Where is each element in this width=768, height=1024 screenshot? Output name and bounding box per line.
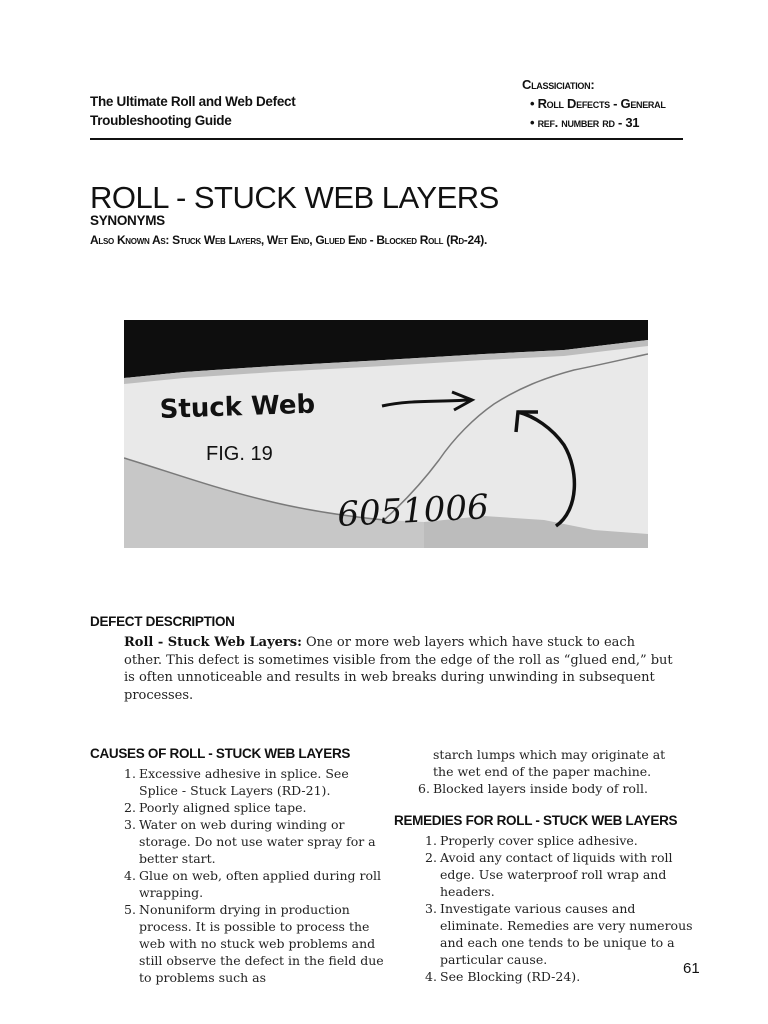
classification-block	[522, 75, 722, 132]
figure-label-stuck-web: Stuck Web	[159, 389, 316, 425]
remedy-item: 4. See Blocking (RD-24).	[425, 969, 581, 984]
classification-item-category: • Roll Defects - General	[530, 96, 666, 111]
classification-label: Classiciation:	[522, 77, 595, 92]
remedies-heading: REMEDIES FOR ROLL - STUCK WEB LAYERS	[394, 813, 678, 828]
defect-definition: One or more web layers which have stuck to each other. This defect is sometimes visible from the edge of the roll as “glued end,” but is often unnoticeable and results in web breaks during unwinding in subsequent processes.	[124, 635, 673, 703]
causes-list	[124, 765, 384, 986]
figure-label-fig: FIG. 19	[206, 443, 273, 465]
page-title: ROLL - STUCK WEB LAYERS	[90, 180, 499, 215]
cause-item: 5. Nonuniform drying in production process. It is possible to process the web with no stuck web problems and still observe the defect in the field due to problems such as	[124, 902, 384, 985]
remedy-item: 2. Avoid any contact of liquids with roll edge. Use waterproof roll wrap and headers.	[425, 850, 673, 899]
synonyms-heading: SYNONYMS	[90, 213, 165, 228]
cause-item-continued: starch lumps which may originate at the wet end of the paper machine.	[433, 747, 666, 779]
causes-list-continued	[418, 746, 688, 797]
cause-item: 3. Water on web during winding or storage. Do not use water spray for a better start.	[124, 817, 376, 866]
cause-item: 4. Glue on web, often applied during roll wrapping.	[124, 868, 381, 900]
header-divider	[90, 138, 683, 140]
defect-description-text	[124, 634, 676, 704]
cause-item: 1. Excessive adhesive in splice. See Splice - Stuck Layers (RD-21).	[124, 766, 349, 798]
cause-item: 6. Blocked layers inside body of roll.	[418, 781, 648, 796]
defect-term: Roll - Stuck Web Layers:	[124, 635, 302, 650]
page-number: 61	[683, 960, 700, 977]
guide-title-line2: Troubleshooting Guide	[90, 113, 232, 128]
remedies-list	[425, 832, 695, 985]
remedy-item: 1. Properly cover splice adhesive.	[425, 833, 638, 848]
classification-item-ref-number: • ref. number rd - 31	[530, 115, 640, 130]
cause-item: 2. Poorly aligned splice tape.	[124, 800, 307, 815]
remedy-item: 3. Investigate various causes and eliminate. Remedies are very numerous and each one tends to be unique to a particular cause.	[425, 901, 693, 967]
defect-photo	[124, 320, 648, 548]
guide-title-line1: The Ultimate Roll and Web Defect	[90, 94, 296, 109]
figure-label-number: 6051006	[336, 487, 490, 535]
defect-description-heading: DEFECT DESCRIPTION	[90, 614, 235, 629]
guide-title	[90, 92, 390, 130]
synonyms-text: Also Known As: Stuck Web Layers, Wet End, Glued End - Blocked Roll (Rd-24).	[90, 233, 487, 247]
causes-heading: CAUSES OF ROLL - STUCK WEB LAYERS	[90, 746, 351, 761]
